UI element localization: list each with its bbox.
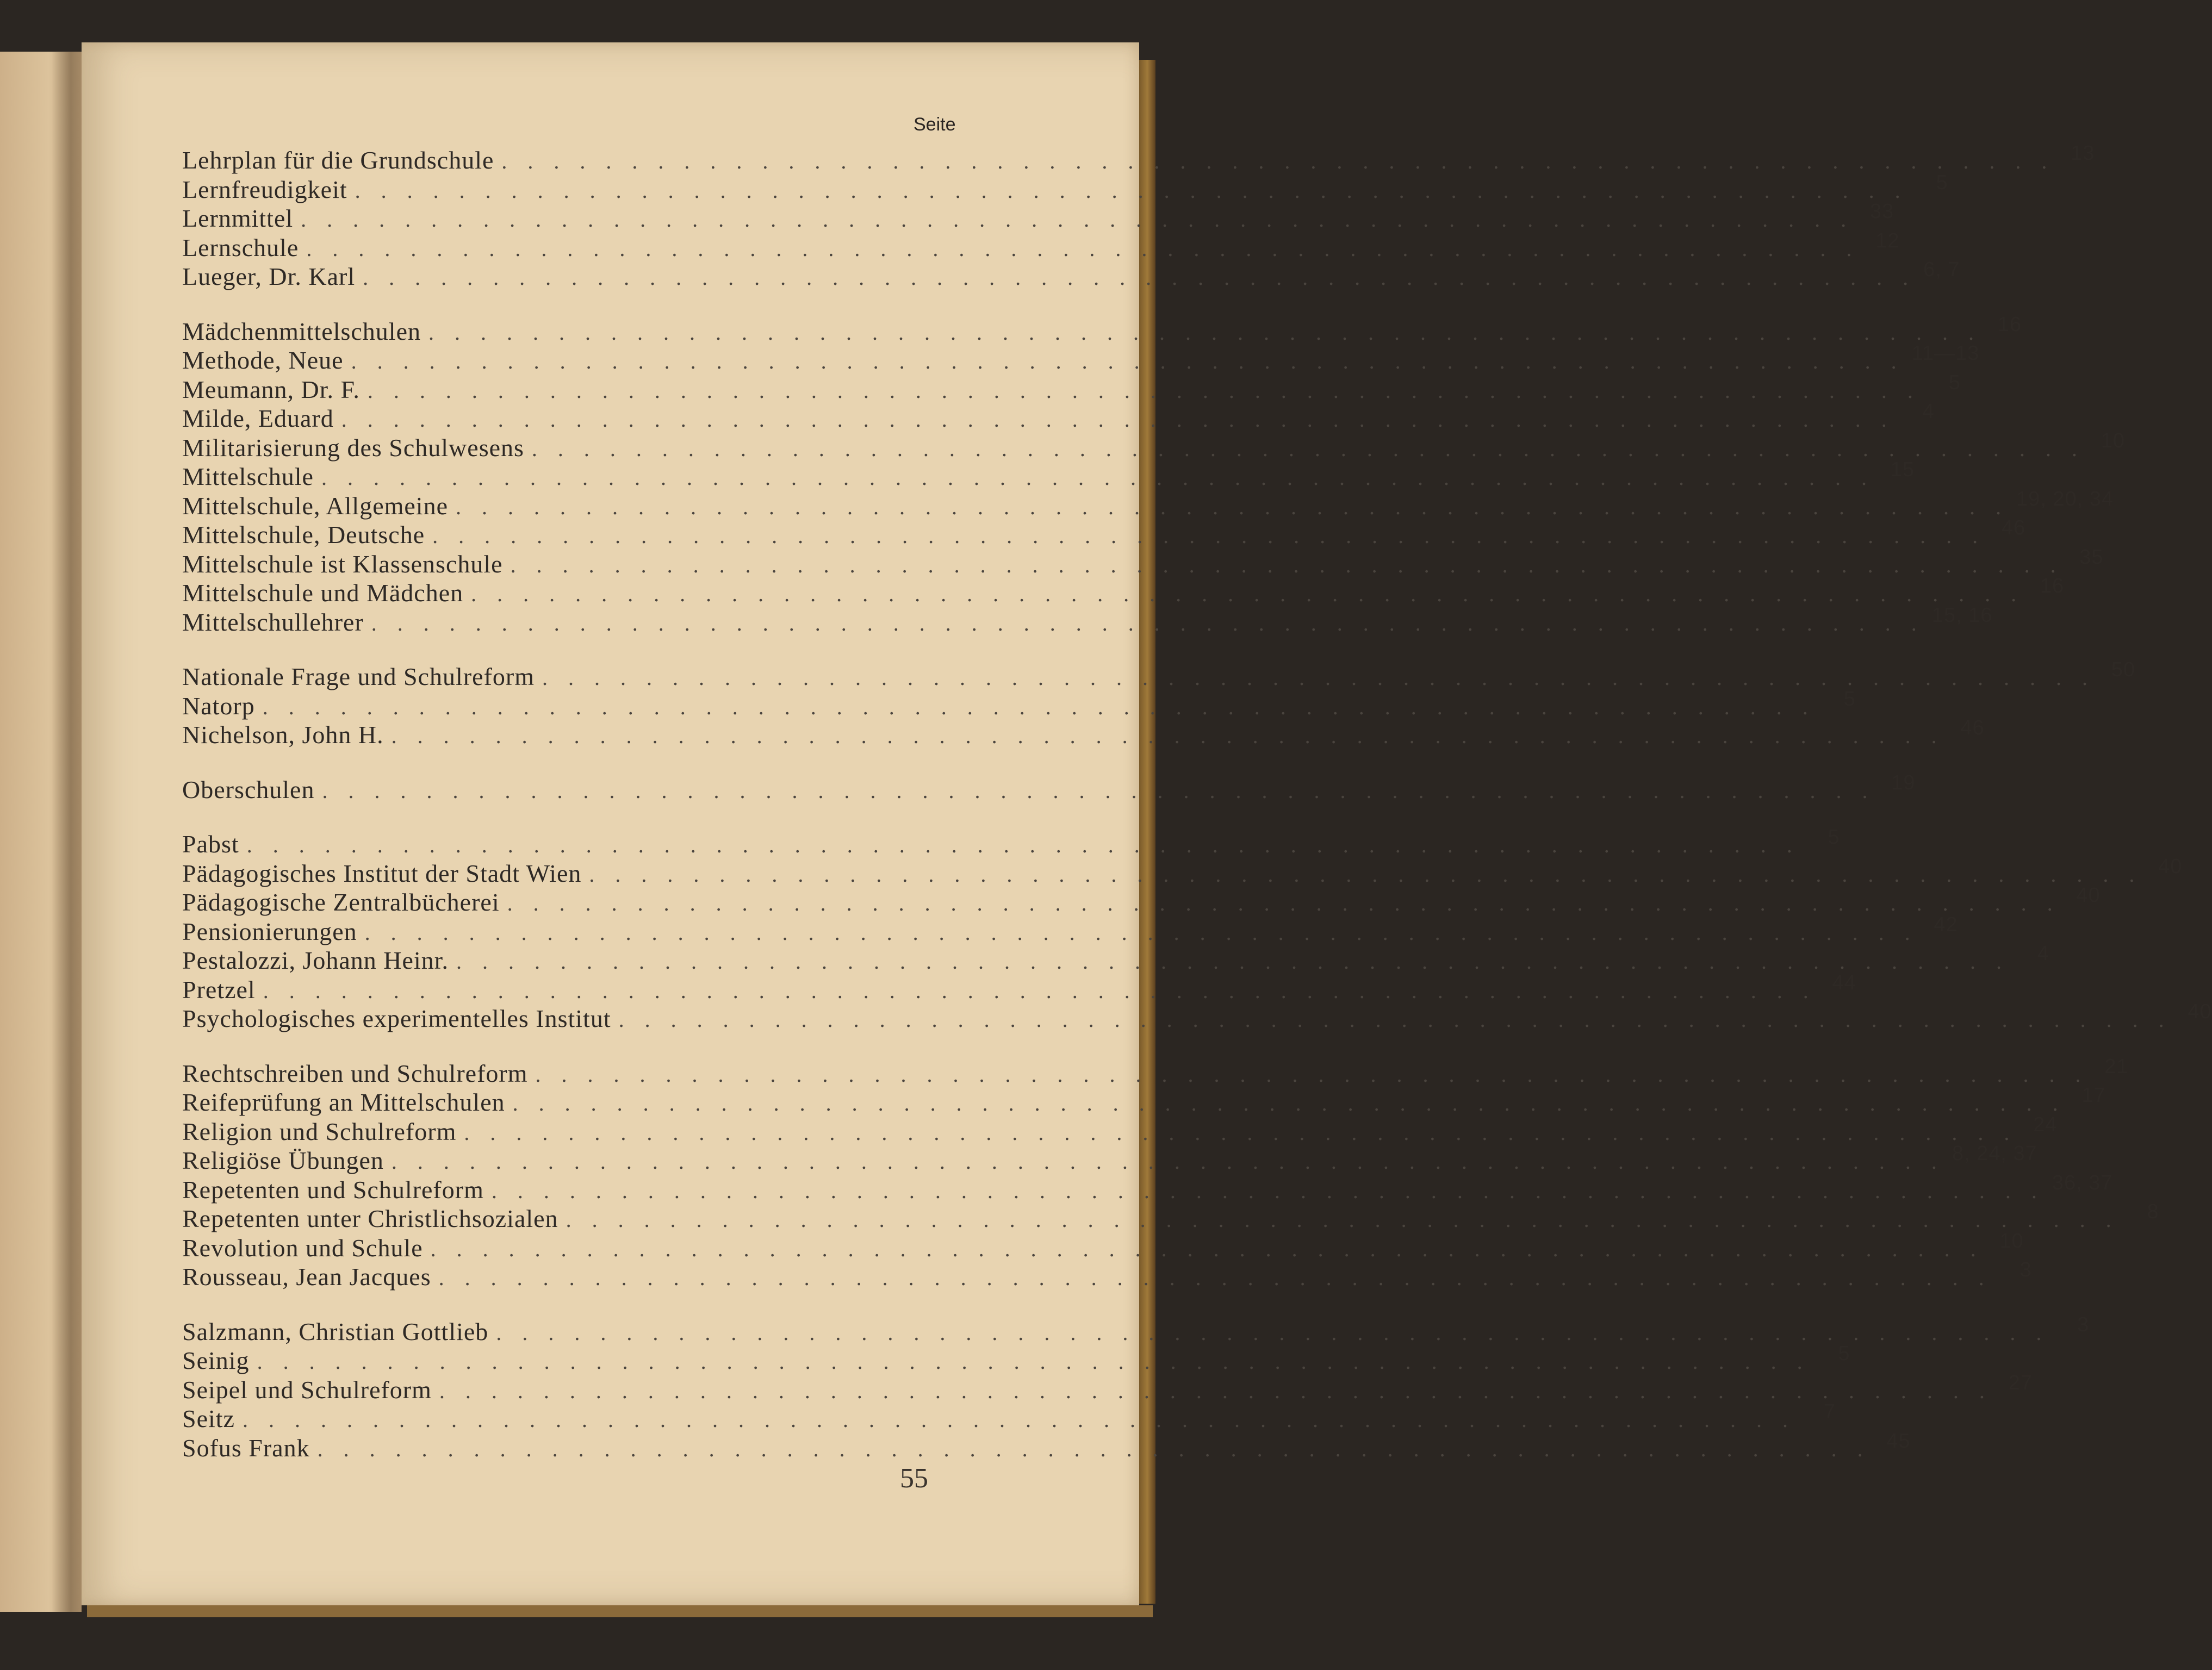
entry-page: 13 bbox=[2071, 142, 2095, 165]
entry-name: Mittelschule, Deutsche bbox=[182, 521, 425, 549]
entry-name: Repetenten unter Christlichsozialen bbox=[182, 1205, 558, 1232]
entry-name: Repetenten und Schulreform bbox=[182, 1175, 484, 1204]
entry-page: 21 bbox=[2104, 1055, 2129, 1078]
group-gap bbox=[182, 637, 976, 662]
entry-page: 44 bbox=[1832, 971, 1856, 994]
entry-name: Sofus Frank bbox=[182, 1434, 310, 1462]
index-entry bbox=[182, 1258, 2032, 1292]
index-entry bbox=[182, 1113, 2058, 1146]
leader-dots: . . . . . . . . . . . . . . . . . . . . . . . . . . . . . . . . . . . . . . . . . . . . . . . . . . . . . . . . . . . . bbox=[456, 494, 2009, 519]
entry-name: Pestalozzi, Johann Heinr. bbox=[182, 946, 449, 974]
entry-name: Salzmann, Christian Gottlieb bbox=[182, 1317, 489, 1345]
entry-page: 5 bbox=[1828, 826, 1840, 849]
entry-name: Pretzel bbox=[182, 975, 256, 1004]
entry-name: Mittelschullehrer bbox=[182, 608, 364, 636]
leader-dots: . . . . . . . . . . . . . . . . . . . . . . . . . . . . . . . . . . . . . . . . . . . . . . . . . . . . . . . . . . . . bbox=[535, 1062, 2089, 1087]
leader-dots: . . . . . . . . . . . . . . . . . . . . . . . . . . . . . . . . . . . . . . . . . . . . . . . . . . . . . . . . . . . . bbox=[438, 1266, 1992, 1290]
entry-name: Nationale Frage und Schulreform bbox=[182, 663, 535, 690]
index-entry bbox=[182, 429, 2125, 463]
seite-column-header: Seite bbox=[914, 114, 956, 135]
index-entry bbox=[182, 371, 1961, 404]
index-entry bbox=[182, 1313, 2090, 1347]
entry-page: 3 bbox=[2020, 1258, 2032, 1281]
entry-name: Psychologisches experimentelles Institut bbox=[182, 1005, 611, 1032]
index-entry bbox=[182, 971, 1856, 1005]
index-entry bbox=[182, 1055, 2129, 1088]
index-entry bbox=[182, 400, 1935, 433]
entry-page: 27 bbox=[2008, 1371, 2033, 1394]
leader-dots: . . . . . . . . . . . . . . . . . . . . . . . . . . . . . . . . . . . . . . . . . . . . . . . . . . . . . . . . . . . . bbox=[351, 349, 1904, 373]
entry-page: 11—13 bbox=[1911, 342, 1980, 365]
index-entry bbox=[182, 487, 2114, 521]
leader-dots: . . . . . . . . . . . . . . . . . . . . . . . . . . . . . . . . . . . . . . . . . . . . . . . . . . . . . . . . . . . . bbox=[317, 1436, 1871, 1461]
entry-name: Religion und Schulreform bbox=[182, 1117, 457, 1145]
entry-page: 3 bbox=[2077, 1313, 2090, 1336]
index-entry bbox=[182, 687, 1856, 721]
leader-dots: . . . . . . . . . . . . . . . . . . . . . . . . . . . . . . . . . . . . . . . . . . . . . . . . . . . . . . . . . . . . bbox=[510, 552, 2064, 577]
entry-name: Pädagogische Zentralbücherei bbox=[182, 888, 500, 916]
index-entry bbox=[182, 142, 2095, 175]
leader-dots: . . . . . . . . . . . . . . . . . . . . . . . . . . . . . . . . . . . . . . . . . . . . . . . . . . . . . . . . . . . . bbox=[507, 891, 2060, 915]
entry-name: Lernfreudigkeit bbox=[182, 175, 347, 203]
entry-name: Methode, Neue bbox=[182, 346, 344, 374]
index-entry bbox=[182, 1342, 1850, 1375]
entry-name: Reifeprüfung an Mittelschulen bbox=[182, 1088, 505, 1116]
entry-page: 15, 16 bbox=[1931, 603, 1993, 627]
entry-page: 16 bbox=[1997, 313, 2022, 336]
entry-page: 6, 7 bbox=[1923, 258, 1960, 281]
index-entry bbox=[182, 313, 2022, 346]
entry-name: Mittelschule und Mädchen bbox=[182, 579, 464, 607]
leader-dots: . . . . . . . . . . . . . . . . . . . . . . . . . . . . . . . . . . . . . . . . . . . . . . . . . . . . . . . . . . . . bbox=[306, 236, 1860, 261]
entry-page: 16 bbox=[2040, 575, 2065, 597]
entry-page: 42 bbox=[1934, 913, 1958, 936]
leader-dots: . . . . . . . . . . . . . . . . . . . . . . . . . . . . . . . . . . . . . . . . . . . . . . . . . . . . . . . . . . . . bbox=[263, 978, 1816, 1003]
leader-dots: . . . . . . . . . . . . . . . . . . . . . . . . . . . . . . . . . . . . . . . . . . . . . . . . . . . . . . . . . . . . bbox=[341, 407, 1894, 432]
index-entry bbox=[182, 1229, 2024, 1263]
entry-name: Rousseau, Jean Jacques bbox=[182, 1263, 431, 1291]
entry-page: 40 bbox=[2188, 1000, 2212, 1023]
leader-dots: . . . . . . . . . . . . . . . . . . . . . . . . . . . . . . . . . . . . . . . . . . . . . . . . . . . . . . . . . . . . bbox=[257, 1349, 1810, 1374]
entry-name: Mittelschule ist Klassenschule bbox=[182, 550, 503, 578]
entry-name: Religiöse Übungen bbox=[182, 1146, 384, 1174]
entry-name: Mittelschule, Allgemeine bbox=[182, 491, 449, 520]
leader-dots: . . . . . . . . . . . . . . . . . . . . . . . . . . . . . . . . . . . . . . . . . . . . . . . . . . . . . . . . . . . . bbox=[428, 320, 1981, 345]
group-gap bbox=[182, 1033, 976, 1059]
leader-dots: . . . . . . . . . . . . . . . . . . . . . . . . . . . . . . . . . . . . . . . . . . . . . . . . . . . . . . . . . . . . bbox=[439, 1378, 1992, 1403]
entry-page: 36, 37 bbox=[2052, 1171, 2113, 1194]
leader-dots: . . . . . . . . . . . . . . . . . . . . . . . . . . . . . . . . . . . . . . . . . . . . . . . . . . . . . . . . . . . . bbox=[456, 949, 2010, 974]
index-entry bbox=[182, 1171, 2113, 1205]
index-entry bbox=[182, 342, 1980, 375]
index-entry bbox=[182, 516, 2026, 550]
leader-dots: . . . . . . . . . . . . . . . . . . . . . . . . . . . . . . . . . . . . . . . . . . . . . . . . . . . . . . . . . . . . bbox=[464, 1120, 2017, 1145]
index-entry bbox=[182, 855, 2183, 888]
entry-page: 5 bbox=[1948, 371, 1961, 394]
leader-dots: . . . . . . . . . . . . . . . . . . . . . . . . . . . . . . . . . . . . . . . . . . . . . . . . . . . . . . . . . . . . bbox=[364, 920, 1918, 945]
entry-name: Nichelson, John H. bbox=[182, 721, 384, 749]
entry-page: 12 bbox=[1875, 229, 1900, 252]
index-entry bbox=[182, 771, 1916, 805]
leader-dots: . . . . . . . . . . . . . . . . . . . . . . . . . . . . . . . . . . . . . . . . . . . . . . . . . . . . . . . . . . . . bbox=[391, 724, 1944, 748]
entry-name: Lernmittel bbox=[182, 204, 294, 232]
index-entry bbox=[182, 1200, 2159, 1233]
leader-dots: . . . . . . . . . . . . . . . . . . . . . . . . . . . . . . . . . . . . . . . . . . . . . . . . . . . . . . . . . . . . bbox=[491, 1178, 2045, 1203]
leader-dots: . . . . . . . . . . . . . . . . . . . . . . . . . . . . . . . . . . . . . . . . . . . . . . . . . . . . . . . . . . . . bbox=[363, 265, 1916, 290]
entry-page: 46 bbox=[2001, 516, 2026, 539]
entry-name: Mädchenmittelschulen bbox=[182, 317, 421, 345]
entry-page: 4 bbox=[1922, 400, 1935, 423]
leader-dots: . . . . . . . . . . . . . . . . . . . . . . . . . . . . . . . . . . . . . . . . . . . . . . . . . . . . . . . . . . . . bbox=[242, 1407, 1795, 1432]
entry-name: Lueger, Dr. Karl bbox=[182, 263, 356, 290]
entry-name: Mittelschule bbox=[182, 463, 314, 490]
index-entry bbox=[182, 603, 1993, 637]
group-gap bbox=[182, 1292, 976, 1317]
entry-name: Seitz bbox=[182, 1405, 235, 1432]
entry-page: 46 bbox=[1960, 716, 1985, 739]
entry-name: Pensionierungen bbox=[182, 917, 357, 945]
entry-name: Militarisierung des Schulwesens bbox=[182, 433, 524, 462]
entry-page: 10 bbox=[1999, 1229, 2024, 1252]
group-gap bbox=[182, 750, 976, 775]
leader-dots: . . . . . . . . . . . . . . . . . . . . . . . . . . . . . . . . . . . . . . . . . . . . . . . . . . . . . . . . . . . . bbox=[531, 436, 2085, 461]
entry-page: 19, 20, 34 bbox=[2016, 487, 2114, 510]
index-entry bbox=[182, 1084, 2106, 1117]
index-entry bbox=[182, 826, 1840, 859]
leader-dots: . . . . . . . . . . . . . . . . . . . . . . . . . . . . . . . . . . . . . . . . . . . . . . . . . . . . . . . . . . . . bbox=[355, 178, 1908, 203]
entry-name: Meumann, Dr. F. bbox=[182, 375, 360, 403]
index-entry bbox=[182, 942, 2050, 975]
entry-page: 50 bbox=[2111, 658, 2135, 681]
entry-page: 17 bbox=[2081, 1084, 2106, 1107]
entry-name: Pädagogisches Institut der Stadt Wien bbox=[182, 859, 582, 887]
index-entry bbox=[182, 1142, 2037, 1175]
entry-page: 5 bbox=[1936, 171, 1948, 194]
entry-page: 35 bbox=[2079, 545, 2104, 569]
index-entry bbox=[182, 258, 1960, 291]
leader-dots: . . . . . . . . . . . . . . . . . . . . . . . . . . . . . . . . . . . . . . . . . . . . . . . . . . . . . . . . . . . . bbox=[371, 610, 1924, 635]
leader-dots: . . . . . . . . . . . . . . . . . . . . . . . . . . . . . . . . . . . . . . . . . . . . . . . . . . . . . . . . . . . . bbox=[301, 207, 1854, 232]
leader-dots: . . . . . . . . . . . . . . . . . . . . . . . . . . . . . . . . . . . . . . . . . . . . . . . . . . . . . . . . . . . . bbox=[471, 582, 2024, 606]
leader-dots: . . . . . . . . . . . . . . . . . . . . . . . . . . . . . . . . . . . . . . . . . . . . . . . . . . . . . . . . . . . . bbox=[367, 378, 1921, 403]
index-entry bbox=[182, 171, 1948, 204]
entry-page: 5 bbox=[1843, 687, 1856, 711]
index-entry bbox=[182, 1371, 2033, 1405]
index-entry bbox=[182, 1400, 1836, 1434]
index-list bbox=[182, 142, 2212, 1462]
entry-page: 7 bbox=[1823, 1400, 1836, 1423]
leader-dots: . . . . . . . . . . . . . . . . . . . . . . . . . . . . . . . . . . . . . . . . . . . . . . . . . . . . . . . . . . . . bbox=[566, 1207, 2119, 1232]
index-entry bbox=[182, 658, 2135, 691]
entry-page: 45 bbox=[1886, 1429, 1911, 1453]
index-entry bbox=[182, 913, 1958, 946]
index-entry bbox=[182, 545, 2104, 579]
entry-name: Pabst bbox=[182, 830, 239, 858]
entry-page: 15 bbox=[1890, 458, 1915, 481]
index-entry bbox=[182, 575, 2065, 608]
index-entry bbox=[182, 1429, 1911, 1463]
group-gap bbox=[182, 804, 976, 830]
index-entry bbox=[182, 200, 1894, 233]
leader-dots: . . . . . . . . . . . . . . . . . . . . . . . . . . . . . . . . . . . . . . . . . . . . . . . . . . . . . . . . . . . . bbox=[432, 524, 1986, 548]
leader-dots: . . . . . . . . . . . . . . . . . . . . . . . . . . . . . . . . . . . . . . . . . . . . . . . . . . . . . . . . . . . . bbox=[391, 1149, 1944, 1174]
entry-page: 24 bbox=[2033, 1113, 2058, 1136]
leader-dots: . . . . . . . . . . . . . . . . . . . . . . . . . . . . . . . . . . . . . . . . . . . . . . . . . . . . . . . . . . . . bbox=[496, 1320, 2049, 1345]
entry-name: Natorp bbox=[182, 691, 255, 720]
index-entry bbox=[182, 229, 1900, 263]
entry-name: Revolution und Schule bbox=[182, 1233, 423, 1262]
entry-page: 40 bbox=[2158, 855, 2183, 878]
leader-dots: . . . . . . . . . . . . . . . . . . . . . . . . . . . . . . . . . . . . . . . . . . . . . . . . . . . . . . . . . . . . bbox=[430, 1236, 1984, 1261]
index-entry bbox=[182, 1000, 2212, 1033]
page-bottom-edge bbox=[87, 1605, 1153, 1617]
entry-page: 10 bbox=[2101, 429, 2125, 452]
entry-page: 4 bbox=[2037, 942, 2050, 965]
entry-name: Seinig bbox=[182, 1347, 250, 1374]
leader-dots: . . . . . . . . . . . . . . . . . . . . . . . . . . . . . . . . . . . . . . . . . . . . . . . . . . . . . . . . . . . . bbox=[262, 694, 1816, 719]
entry-name: Lehrplan für die Grundschule bbox=[182, 146, 494, 174]
leader-dots: . . . . . . . . . . . . . . . . . . . . . . . . . . . . . . . . . . . . . . . . . . . . . . . . . . . . . . . . . . . . bbox=[321, 465, 1874, 490]
index-entry bbox=[182, 884, 2101, 917]
entry-name: Seipel und Schulreform bbox=[182, 1375, 432, 1404]
page-number: 55 bbox=[900, 1463, 928, 1494]
entry-page: 33 bbox=[1869, 200, 1894, 223]
entry-name: Lernschule bbox=[182, 233, 299, 261]
index-entry bbox=[182, 716, 1985, 750]
leader-dots: . . . . . . . . . . . . . . . . . . . . . . . . . . . . . . . . . . . . . . . . . . . . . . . . . . . . . . . . . . . . bbox=[542, 665, 2095, 690]
entry-name: Rechtschreiben und Schulreform bbox=[182, 1059, 528, 1087]
entry-page: 5 bbox=[1838, 1342, 1850, 1365]
entry-page: 8, 24, 37 bbox=[1952, 1142, 2037, 1165]
leader-dots: . . . . . . . . . . . . . . . . . . . . . . . . . . . . . . . . . . . . . . . . . . . . . . . . . . . . . . . . . . . . bbox=[589, 862, 2142, 887]
leader-dots: . . . . . . . . . . . . . . . . . . . . . . . . . . . . . . . . . . . . . . . . . . . . . . . . . . . . . . . . . . . . bbox=[246, 833, 1800, 857]
leader-dots: . . . . . . . . . . . . . . . . . . . . . . . . . . . . . . . . . . . . . . . . . . . . . . . . . . . . . . . . . . . . bbox=[322, 778, 1875, 803]
entry-name: Milde, Eduard bbox=[182, 404, 334, 432]
entry-page: 8 bbox=[2147, 1200, 2159, 1223]
entry-page: 19 bbox=[1891, 771, 1916, 794]
leader-dots: . . . . . . . . . . . . . . . . . . . . . . . . . . . . . . . . . . . . . . . . . . . . . . . . . . . . . . . . . . . . bbox=[512, 1091, 2066, 1116]
entry-name: Oberschulen bbox=[182, 775, 315, 803]
leader-dots: . . . . . . . . . . . . . . . . . . . . . . . . . . . . . . . . . . . . . . . . . . . . . . . . . . . . . . . . . . . . bbox=[618, 1007, 2172, 1032]
leader-dots: . . . . . . . . . . . . . . . . . . . . . . . . . . . . . . . . . . . . . . . . . . . . . . . . . . . . . . . . . . . . bbox=[501, 149, 2055, 173]
group-gap bbox=[182, 291, 976, 317]
entry-page: 40 bbox=[2076, 884, 2101, 907]
index-entry bbox=[182, 458, 1915, 491]
